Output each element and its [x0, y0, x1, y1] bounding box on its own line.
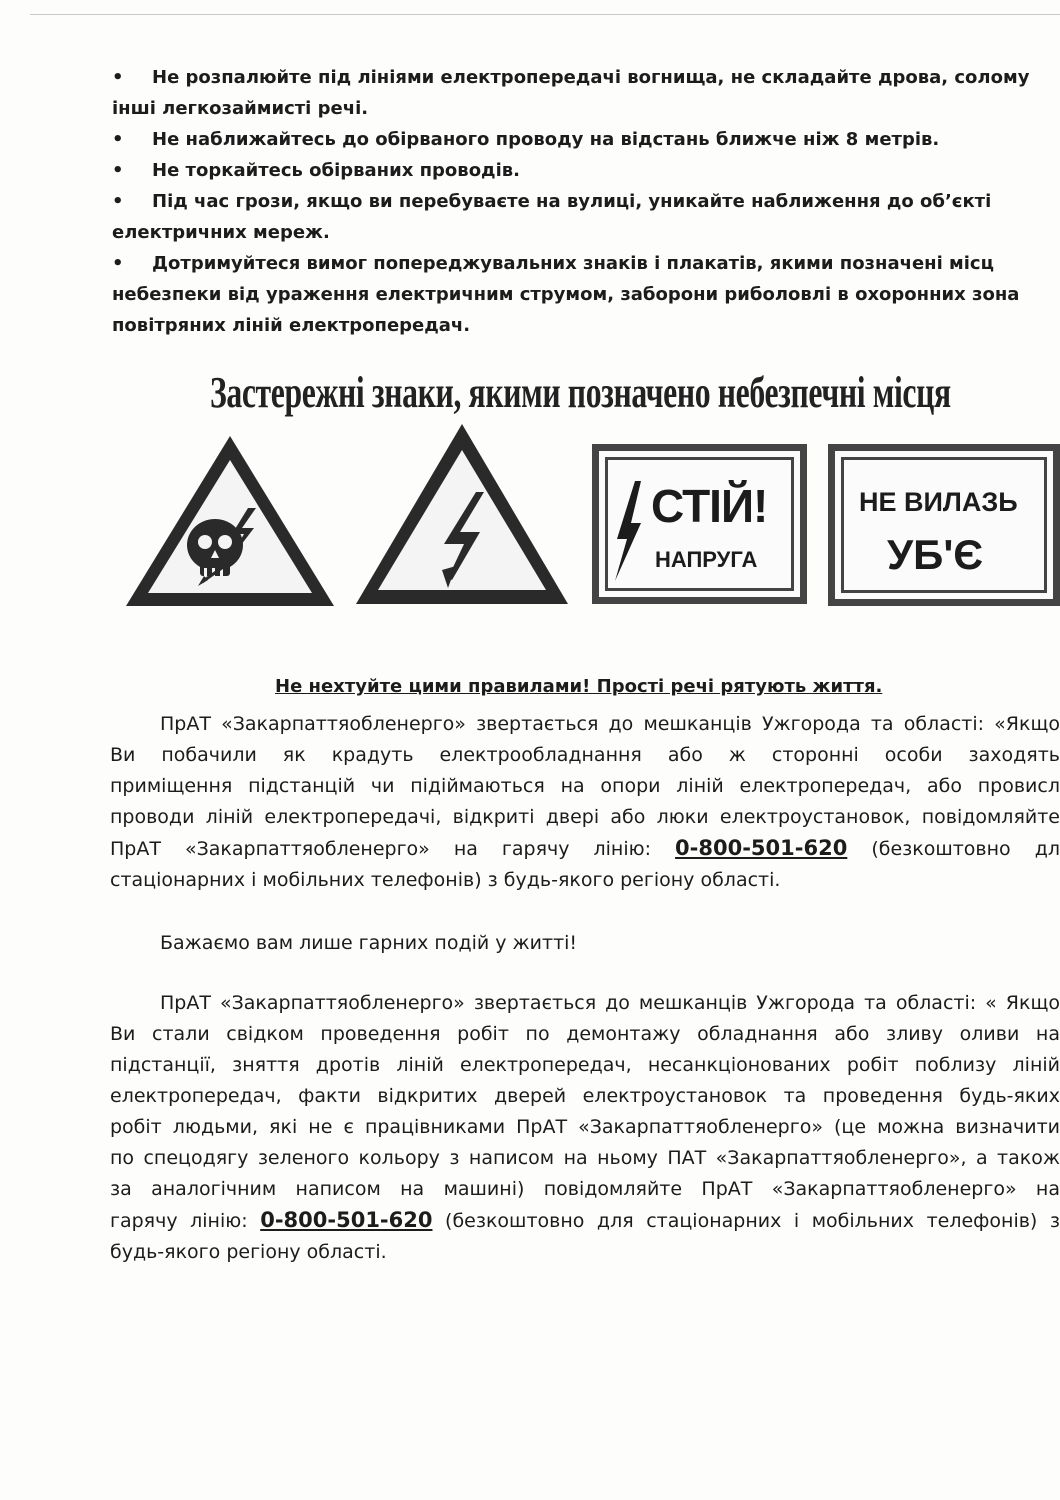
skull-lightning-triangle-icon	[120, 430, 340, 610]
do-not-climb-sign	[828, 444, 1060, 606]
appeal-paragraph-1: ПрАТ «Закарпаттяобленерго» звертається до мешканців Ужгорода та області: «Якщо Ви побачили як крадуть електрообладнання або ж сторонні особи заходять приміщення підстанцій чи підіймаються на опори ліній електропередач, або провисл проводи ліній електропередачі, відкриті двері або люки електроустановок, повідомляйте ПрАТ «Закарпаттяобленерго» на гарячу лінію: 0-800-501-620 (безкоштовно дл стаціонарних і мобільних телефонів) з будь-якого регіону області.	[110, 713, 1060, 891]
bullet-icon: •	[112, 67, 124, 88]
rule-thunderstorm: • Під час грози, якщо ви перебуваєте на вулиці, уникайте наближення до об’єкті електричних мереж.	[112, 186, 1060, 248]
safety-rules-list	[112, 62, 1060, 341]
hotline-phone: 0-800-501-620	[260, 1208, 433, 1232]
stop-sign-small-text: НАПРУГА	[655, 547, 758, 572]
lightning-bolt-icon	[613, 481, 643, 581]
rule-broken-wire-distance: • Не наближайтесь до обірваного проводу на відстань ближче ніж 8 метрів.	[112, 124, 1060, 155]
slogan-heading: Не нехтуйте цими правилами! Прості речі рятують життя.	[275, 676, 883, 697]
stop-voltage-sign	[592, 444, 807, 604]
top-rule	[30, 14, 1060, 15]
stop-sign-big-text: СТІЙ!	[651, 480, 768, 532]
wish-line: Бажаємо вам лише гарних подій у житті!	[160, 932, 578, 954]
climb-sign-line2: УБ'Є	[887, 531, 984, 578]
rule-warning-signs: • Дотримуйтеся вимог попереджувальних знаків і плакатів, якими позначені місц небезпеки від ураження електричним струмом, заборони риболовлі в охоронних зона повітряних ліній електропередач.	[112, 248, 1060, 341]
climb-sign-line1: НЕ ВИЛАЗЬ	[859, 487, 1018, 517]
bullet-icon: •	[112, 129, 124, 150]
rule-bonfires: • Не розпалюйте під лініями електропередачі вогнища, не складайте дрова, солому інші легкозаймисті речі.	[112, 62, 1060, 124]
bullet-icon: •	[112, 191, 124, 212]
rule-do-not-touch: • Не торкайтесь обірваних проводів.	[112, 155, 1060, 186]
hotline-phone: 0-800-501-620	[675, 836, 848, 860]
warning-signs-title: Застережні знаки, якими позначено небезпечні місця	[210, 368, 951, 417]
lightning-triangle-icon	[352, 420, 572, 608]
appeal-paragraph-2: ПрАТ «Закарпаттяобленерго» звертається до мешканців Ужгорода та області: « Якщо Ви стали свідком проведення робіт по демонтажу обладнання або зливу оливи на підстанції, зняття дротів ліній електропередач, несанкціонованих робіт поблизу ліній електропередач, факти відкритих дверей електроустановок та проведення будь-яких робіт людьми, які не є працівниками ПрАТ «Закарпаттяобленерго» (це можна визначити по спецодягу зеленого кольору з написом на ньому ПАТ «Закарпаттяобленерго», а також за аналогічним написом на машині) повідомляйте ПрАТ «Закарпаттяобленерго» на гарячу лінію: 0-800-501-620 (безкоштовно для стаціонарних і мобільних телефонів) з будь-якого регіону області.	[110, 992, 1060, 1263]
bullet-icon: •	[112, 160, 124, 181]
bullet-icon: •	[112, 253, 124, 274]
